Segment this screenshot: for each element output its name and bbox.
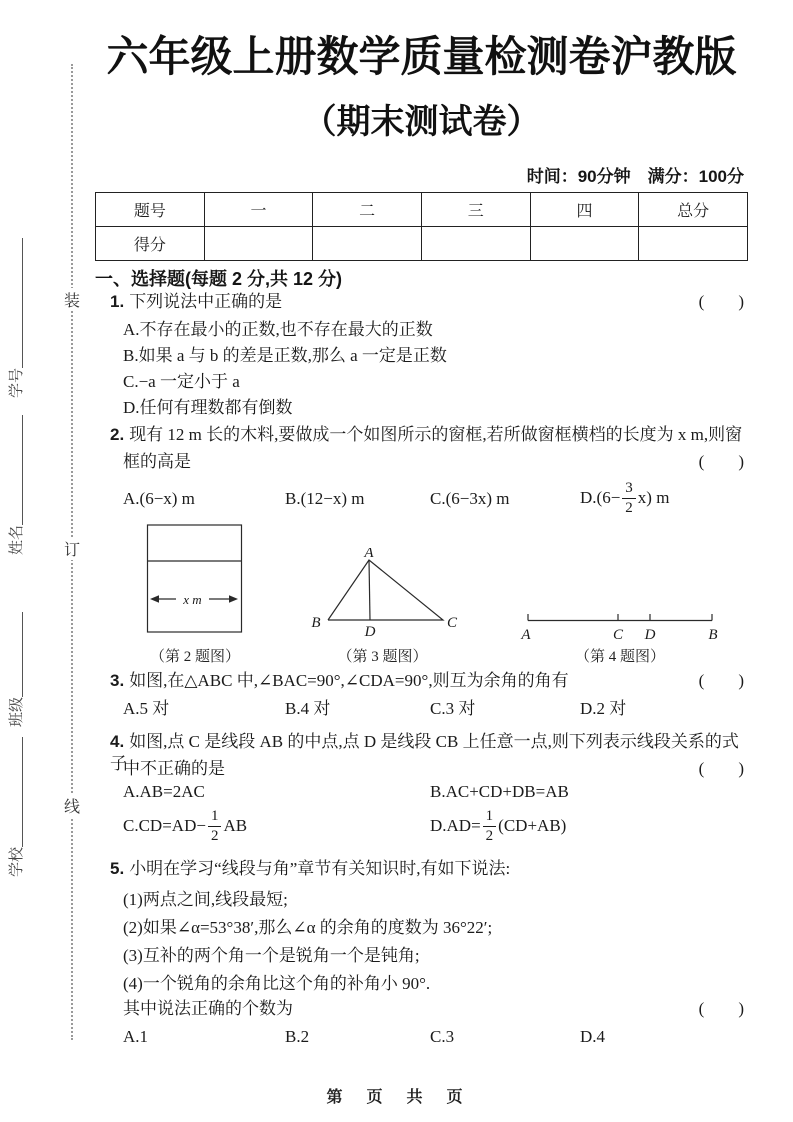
blank-label-student-id: 学号 [9,367,25,398]
question-4-stem-line2 [110,758,744,780]
question-1-option-d: D.任何有理数都有倒数 [123,398,293,417]
question-1-options [123,317,744,421]
score-empty-cell [313,227,422,261]
option-d-prefix: D.(6− [580,487,621,507]
question-2-option-a: A.(6−x) m [123,489,195,508]
blank-group-school [7,737,27,877]
question-1-stem [110,291,282,313]
point-label-c: C [612,627,624,643]
question-5-statement-1: (1)两点之间,线段最短; [123,890,288,909]
score-header-cell: 题号 [96,193,205,227]
question-4-stem-text: 如图,点 C 是线段 AB 的中点,点 D 是线段 CB 上任意一点,则下列表示线段关系的式子 [110,732,739,773]
question-1-answer-bracket: ( ) [698,292,744,311]
question-5-statements [123,886,744,998]
option-d-prefix: D.AD= [430,815,481,835]
question-4-number: 4. [110,732,125,751]
section-title: 一、选择题(每题 2 分,共 12 分) [95,269,343,289]
triangle-figure [300,548,465,644]
question-3-option-c: C.3 对 [430,699,476,718]
blank-label-class: 班级 [9,696,25,727]
question-5-statement-4: (4)一个锐角的余角比这个角的补角小 90°. [123,974,431,993]
question-2-stem-text2: 框的高是 [123,452,191,471]
question-5-options [123,1026,744,1048]
question-1-option-c: C.−a 一定小于 a [123,372,240,391]
blank-group-student-id [7,238,27,398]
question-3-stem-text: 如图,在△ABC 中,∠BAC=90°,∠CDA=90°,则互为余角的角有 [129,671,569,690]
segment-figure [508,606,730,646]
score-table-header-row [96,193,748,227]
question-3-option-d: D.2 对 [580,699,627,718]
fraction-denominator: 2 [485,827,494,844]
score-table-score-row [96,227,748,261]
exam-info: 时间：90分钟 满分：100分 [526,167,744,186]
question-2-stem-line1 [110,424,744,446]
score-empty-cell [639,227,748,261]
option-d-suffix: (CD+AB) [498,815,567,835]
blank-line-school [8,737,23,847]
figure-4-caption: （第 4 题图） [574,649,665,665]
fraction-numerator: 1 [208,808,222,827]
footer-page-label: 第 页 共 页 [326,1089,467,1106]
score-header-cell: 三 [421,193,530,227]
question-4-options-row2 [123,808,744,846]
blank-group-name [7,415,27,555]
question-5-number: 5. [110,859,125,878]
binding-char-ding: 订 [61,537,83,560]
question-1-stem-line [110,291,744,313]
score-header-cell: 一 [204,193,313,227]
question-5-option-d: D.4 [580,1027,606,1046]
option-c-suffix: AB [223,815,248,835]
question-5-tail-line [123,998,744,1020]
question-2-option-b: B.(12−x) m [285,489,365,508]
fraction-numerator: 1 [483,808,497,827]
question-2-stem [110,424,742,446]
vertex-label-b: B [311,615,321,631]
score-header-cell: 二 [313,193,422,227]
question-4-stem-text2: 中不正确的是 [123,759,225,778]
score-label-cell: 得分 [96,227,205,261]
binding-char-zhuang: 装 [61,288,83,311]
question-2-option-d [580,481,744,517]
vertex-label-a: A [364,548,374,561]
question-5-option-a: A.1 [123,1027,149,1046]
question-3-answer-bracket: ( ) [698,671,744,690]
page-subtitle: （期末测试卷） [302,103,541,141]
score-table [95,192,748,261]
blank-line-class [8,612,23,697]
score-header-cell: 总分 [639,193,748,227]
score-header-cell: 四 [530,193,639,227]
question-4-answer-bracket: ( ) [698,759,744,778]
question-5-stem-text: 小明在学习“线段与角”章节有关知识时,有如下说法: [129,859,511,878]
question-4-option-a: A.AB=2AC [123,782,205,801]
fraction [208,808,222,844]
question-5-option-c: C.3 [430,1027,455,1046]
option-c-prefix: C.CD=AD− [123,815,206,835]
question-1-option-a: A.不存在最小的正数,也不存在最大的正数 [123,320,433,339]
score-empty-cell [204,227,313,261]
question-2-answer-bracket: ( ) [698,452,744,471]
blank-label-name: 姓名 [9,524,25,555]
vertex-label-d: D [364,624,376,640]
question-1-number: 1. [110,292,125,311]
blank-line-student-id [8,238,23,368]
fraction-denominator: 2 [210,827,219,844]
score-empty-cell [530,227,639,261]
content-area [95,0,748,1122]
question-5-stem [110,858,510,880]
page-title: 六年级上册数学质量检测卷沪教版 [106,33,737,80]
question-3-option-a: A.5 对 [123,699,170,718]
fraction [622,480,636,516]
question-2-number: 2. [110,425,125,444]
score-empty-cell [421,227,530,261]
question-5-stem-line [110,858,744,880]
figures-row [95,523,748,671]
question-3-options [123,698,744,720]
question-4-options-row1 [123,778,744,806]
question-3-stem [110,670,569,692]
question-3-stem-line [110,670,744,692]
question-5-tail-text: 其中说法正确的个数为 [123,999,293,1018]
fraction-numerator: 3 [622,480,636,499]
question-4-option-b: B.AC+CD+DB=AB [430,782,569,801]
window-frame-figure [145,523,245,635]
window-width-label: x m [183,592,202,607]
fraction-denominator: 2 [625,499,633,516]
point-label-d: D [644,627,656,643]
question-3-option-b: B.4 对 [285,699,331,718]
question-2-options [123,478,744,520]
figure-3-caption: （第 3 题图） [337,649,428,665]
figure-2-caption: （第 2 题图） [149,649,240,665]
question-5-statement-3: (3)互补的两个角一个是锐角一个是钝角; [123,946,420,965]
point-label-b: B [708,627,718,643]
blank-label-school: 学校 [9,846,25,877]
question-4-option-d [430,809,744,845]
option-d-suffix: x) m [637,487,670,507]
question-4-option-c [123,809,430,845]
fraction [483,808,497,844]
question-5-statement-2: (2)如果∠α=53°38′,那么∠α 的余角的度数为 36°22′; [123,918,493,937]
question-1-option-b: B.如果 a 与 b 的差是正数,那么 a 一定是正数 [123,346,447,365]
question-2-option-c: C.(6−3x) m [430,489,510,508]
question-3-number: 3. [110,671,125,690]
question-5-option-b: B.2 [285,1027,310,1046]
point-label-a: A [521,627,531,643]
vertex-label-c: C [446,615,458,631]
question-2-stem-line2 [110,451,744,473]
question-2-stem-text: 现有 12 m 长的木料,要做成一个如图所示的窗框,若所做窗框横档的长度为 x m,则窗 [129,425,743,444]
blank-line-name [8,415,23,525]
question-5-answer-bracket: ( ) [698,999,744,1018]
question-1-stem-text: 下列说法中正确的是 [129,292,283,311]
binding-char-xian: 线 [61,794,83,817]
blank-group-class [7,612,27,727]
